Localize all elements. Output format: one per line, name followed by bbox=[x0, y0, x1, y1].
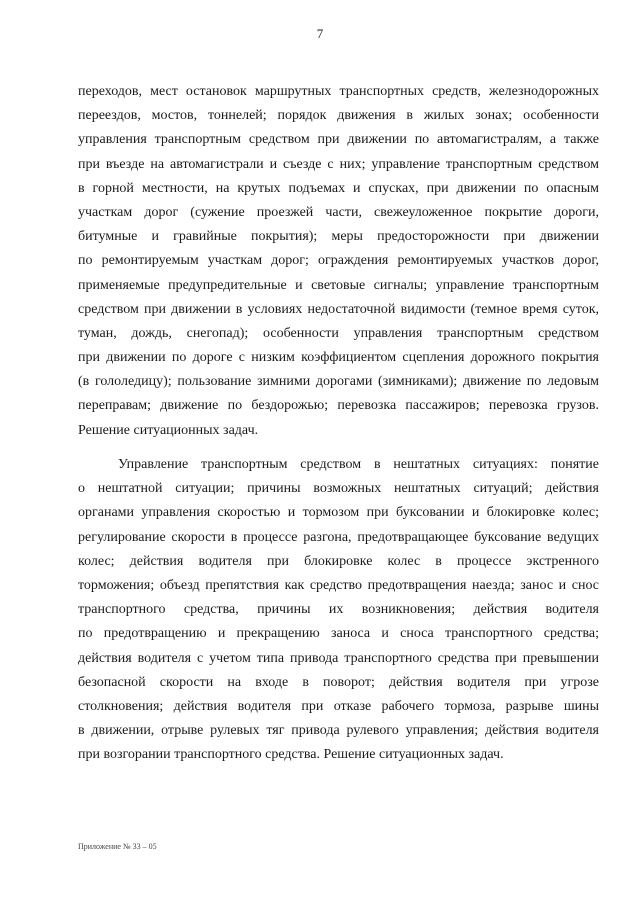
text-line: органами управления скоростью и тормозом при буксовании и блокировке колес; bbox=[78, 505, 599, 521]
text-line: торможения; объезд препятствия как средство предотвращения наезда; занос и снос bbox=[78, 577, 599, 593]
text-line: переездов, мостов, тоннелей; порядок движения в жилых зонах; особенности bbox=[78, 108, 599, 124]
text-line: Управление транспортным средством в нештатных ситуациях: понятие bbox=[118, 457, 599, 472]
text-line: переходов, мест остановок маршрутных транспортных средств, железнодорожных bbox=[78, 84, 599, 99]
text-line: туман, дождь, снегопад); особенности управления транспортным средством bbox=[78, 325, 599, 341]
paragraph-2 bbox=[78, 453, 599, 767]
text-line: переправам; движение по бездорожью; перевозка пассажиров; перевозка грузов. bbox=[78, 398, 599, 414]
text-line: в горной местности, на крутых подъемах и спусках, при движении по опасным bbox=[78, 180, 599, 196]
text-line: регулирование скорости в процессе разгона, предотвращающее буксование ведущих bbox=[78, 529, 599, 545]
page-number: 7 bbox=[316, 26, 324, 41]
paragraph-1 bbox=[78, 80, 599, 443]
text-line: средством при движении в условиях недостаточной видимости (темное время суток, bbox=[78, 301, 599, 317]
text-line: битумные и гравийные покрытия); меры предосторожности при движении bbox=[78, 229, 599, 245]
text-line: участкам дорог (сужение проезжей части, свежеуложенное покрытие дороги, bbox=[78, 204, 599, 220]
text-line: безопасной скорости на входе в поворот; действия водителя при угрозе bbox=[78, 674, 599, 690]
text-line: управления транспортным средством при движении по автомагистралям, а также bbox=[78, 132, 599, 148]
text-line: Решение ситуационных задач. bbox=[78, 422, 259, 438]
text-line: (в гололедицу); пользование зимними дорогами (зимниками); движение по ледовым bbox=[78, 374, 599, 390]
text-line: при въезде на автомагистрали и съезде с них; управление транспортным средством bbox=[78, 156, 599, 172]
text-line: применяемые предупредительные и световые сигналы; управление транспортным bbox=[78, 277, 599, 293]
text-line: о нештатной ситуации; причины возможных нештатных ситуаций; действия bbox=[78, 481, 599, 497]
text-line: транспортного средства, причины их возникновения; действия водителя bbox=[78, 602, 599, 618]
text-line: в движении, отрыве рулевых тяг привода рулевого управления; действия водителя bbox=[78, 723, 599, 739]
text-line: действия водителя с учетом типа привода транспортного средства при превышении bbox=[78, 650, 599, 666]
text-line: по предотвращению и прекращению заноса и сноса транспортного средства; bbox=[78, 626, 599, 642]
footer-note: Приложение № 33 – 05 bbox=[78, 842, 157, 851]
text-line: колес; действия водителя при блокировке колес в процессе экстренного bbox=[78, 553, 599, 569]
text-line: по ремонтируемым участкам дорог; ограждения ремонтируемых участков дорог, bbox=[78, 253, 599, 269]
text-line: столкновения; действия водителя при отказе рабочего тормоза, разрыве шины bbox=[78, 698, 599, 714]
text-line: при возгорании транспортного средства. Решение ситуационных задач. bbox=[78, 747, 504, 763]
text-line: при движении по дороге с низким коэффициентом сцепления дорожного покрытия bbox=[78, 350, 599, 366]
